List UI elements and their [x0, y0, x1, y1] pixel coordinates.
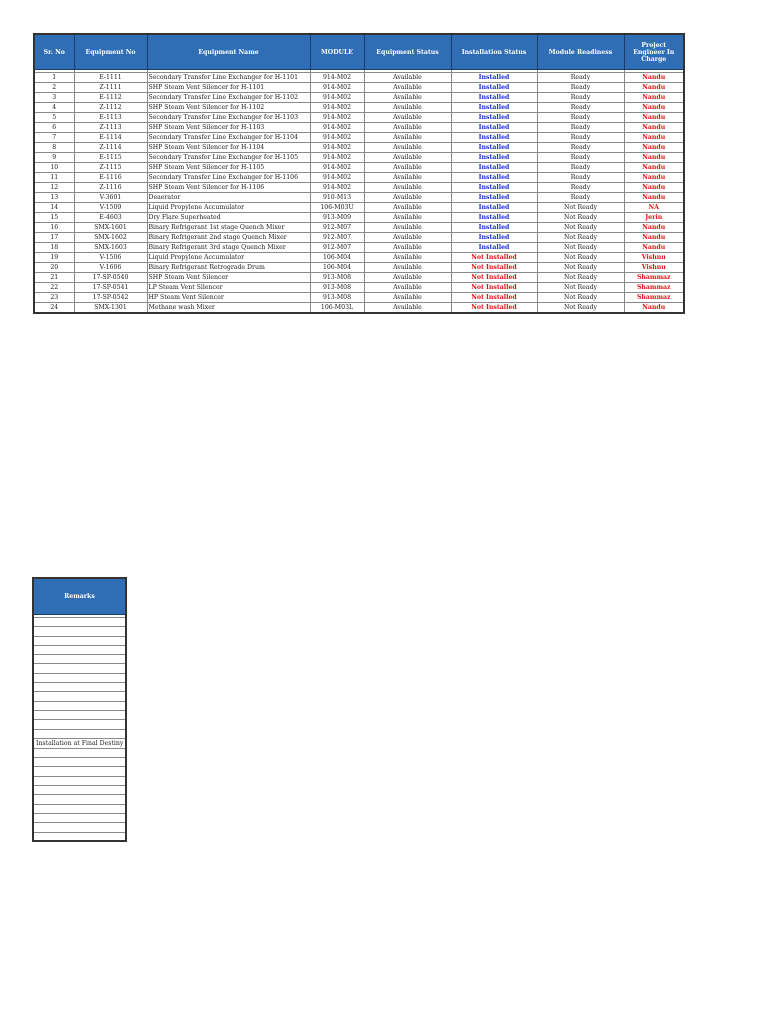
cell-project-engineer[interactable]: Nandu	[624, 243, 684, 253]
cell-module-readiness[interactable]: Not Ready	[537, 203, 624, 213]
cell-project-engineer[interactable]: Nandu	[624, 83, 684, 93]
remarks-row[interactable]	[33, 813, 126, 822]
cell-module-readiness[interactable]: Not Ready	[537, 223, 624, 233]
cell-module[interactable]: 914-M02	[310, 173, 364, 183]
cell-installation-status[interactable]: Installed	[451, 183, 537, 193]
cell-module[interactable]: 914-M02	[310, 83, 364, 93]
cell-equipment-name[interactable]: SHP Steam Vent Silencer for H-1105	[147, 163, 310, 173]
cell-installation-status[interactable]: Installed	[451, 153, 537, 163]
table-row[interactable]	[34, 133, 684, 143]
remarks-cell[interactable]	[33, 748, 126, 757]
table-row[interactable]	[34, 183, 684, 193]
header-installation-status[interactable]: Installation Status	[451, 34, 537, 70]
cell-module[interactable]: 914-M02	[310, 73, 364, 83]
table-row[interactable]	[34, 153, 684, 163]
cell-sr-no[interactable]: 7	[34, 133, 74, 143]
remarks-row[interactable]	[33, 683, 126, 692]
cell-equipment-name[interactable]: Binary Refrigerant 3rd stage Quench Mixer	[147, 243, 310, 253]
cell-equipment-no[interactable]: SMX-1603	[74, 243, 147, 253]
cell-equipment-no[interactable]: Z-1114	[74, 143, 147, 153]
cell-installation-status[interactable]: Not Installed	[451, 273, 537, 283]
cell-equipment-no[interactable]: SMX-1601	[74, 223, 147, 233]
cell-module-readiness[interactable]: Ready	[537, 163, 624, 173]
cell-equipment-name[interactable]: Methane wash Mixer	[147, 303, 310, 314]
remarks-cell[interactable]	[33, 710, 126, 719]
cell-module-readiness[interactable]: Ready	[537, 73, 624, 83]
table-row[interactable]	[34, 83, 684, 93]
cell-equipment-status[interactable]: Available	[364, 273, 451, 283]
cell-module-readiness[interactable]: Ready	[537, 113, 624, 123]
remarks-cell[interactable]	[33, 758, 126, 767]
remarks-row[interactable]	[33, 729, 126, 738]
cell-installation-status[interactable]: Installed	[451, 73, 537, 83]
cell-equipment-name[interactable]: Deaerator	[147, 193, 310, 203]
cell-installation-status[interactable]: Installed	[451, 173, 537, 183]
remarks-row[interactable]	[33, 786, 126, 795]
remarks-row[interactable]	[33, 664, 126, 673]
table-row[interactable]	[34, 223, 684, 233]
equipment-status-table	[33, 33, 685, 314]
cell-sr-no[interactable]: 24	[34, 303, 74, 314]
cell-equipment-name[interactable]: Liquid Propylene Accumulator	[147, 253, 310, 263]
cell-equipment-no[interactable]: E-1112	[74, 93, 147, 103]
cell-module[interactable]: 913-M08	[310, 293, 364, 303]
cell-project-engineer[interactable]: Vishnu	[624, 263, 684, 273]
header-equipment-status[interactable]: Equipment Status	[364, 34, 451, 70]
cell-equipment-no[interactable]: E-1111	[74, 73, 147, 83]
remarks-cell[interactable]	[33, 786, 126, 795]
cell-module-readiness[interactable]: Ready	[537, 173, 624, 183]
cell-project-engineer[interactable]: Nandu	[624, 73, 684, 83]
remarks-row[interactable]	[33, 645, 126, 654]
remarks-row[interactable]	[33, 627, 126, 636]
header-module-readiness[interactable]: Module Readiness	[537, 34, 624, 70]
cell-equipment-status[interactable]: Available	[364, 83, 451, 93]
cell-equipment-name[interactable]: Liquid Propylene Accumulator	[147, 203, 310, 213]
table-row[interactable]	[34, 163, 684, 173]
cell-project-engineer[interactable]: Nandu	[624, 193, 684, 203]
cell-module-readiness[interactable]: Ready	[537, 93, 624, 103]
cell-project-engineer[interactable]: Nandu	[624, 183, 684, 193]
cell-sr-no[interactable]: 2	[34, 83, 74, 93]
cell-module-readiness[interactable]: Ready	[537, 133, 624, 143]
cell-equipment-name[interactable]: Binary Refrigerant 2nd stage Quench Mixer	[147, 233, 310, 243]
cell-project-engineer[interactable]: Nandu	[624, 303, 684, 314]
cell-equipment-status[interactable]: Available	[364, 123, 451, 133]
cell-sr-no[interactable]: 1	[34, 73, 74, 83]
remarks-row[interactable]	[33, 767, 126, 776]
remarks-cell[interactable]	[33, 645, 126, 654]
remarks-cell[interactable]	[33, 683, 126, 692]
cell-project-engineer[interactable]: Nandu	[624, 93, 684, 103]
cell-sr-no[interactable]: 15	[34, 213, 74, 223]
cell-module-readiness[interactable]: Ready	[537, 193, 624, 203]
cell-installation-status[interactable]: Installed	[451, 193, 537, 203]
cell-project-engineer[interactable]: Nandu	[624, 123, 684, 133]
cell-equipment-no[interactable]: 17-SP-0540	[74, 273, 147, 283]
cell-module-readiness[interactable]: Not Ready	[537, 263, 624, 273]
table-row[interactable]	[34, 193, 684, 203]
cell-equipment-no[interactable]: V-1506	[74, 253, 147, 263]
cell-equipment-status[interactable]: Available	[364, 243, 451, 253]
table-body	[34, 70, 684, 314]
remarks-cell[interactable]	[33, 655, 126, 664]
remarks-cell[interactable]	[33, 767, 126, 776]
cell-module-readiness[interactable]: Not Ready	[537, 213, 624, 223]
cell-equipment-no[interactable]: Z-1111	[74, 83, 147, 93]
cell-module-readiness[interactable]: Ready	[537, 123, 624, 133]
header-equipment-name[interactable]: Equipment Name	[147, 34, 310, 70]
cell-sr-no[interactable]: 18	[34, 243, 74, 253]
cell-sr-no[interactable]: 22	[34, 283, 74, 293]
remarks-row[interactable]	[33, 738, 126, 748]
remarks-cell[interactable]	[33, 692, 126, 701]
remarks-row[interactable]	[33, 720, 126, 729]
cell-module-readiness[interactable]: Not Ready	[537, 283, 624, 293]
cell-equipment-status[interactable]: Available	[364, 133, 451, 143]
cell-sr-no[interactable]: 3	[34, 93, 74, 103]
cell-installation-status[interactable]: Installed	[451, 113, 537, 123]
remarks-row[interactable]	[33, 618, 126, 627]
cell-project-engineer[interactable]: Nandu	[624, 143, 684, 153]
cell-module[interactable]: 106-M03L	[310, 303, 364, 314]
cell-installation-status[interactable]: Installed	[451, 123, 537, 133]
cell-equipment-status[interactable]: Available	[364, 153, 451, 163]
cell-module[interactable]: 914-M02	[310, 153, 364, 163]
table-row[interactable]	[34, 253, 684, 263]
remarks-row[interactable]	[33, 832, 126, 841]
header-project-engineer[interactable]: Project Engineer In Charge	[624, 34, 684, 70]
cell-equipment-no[interactable]: E-4603	[74, 213, 147, 223]
remarks-row[interactable]	[33, 795, 126, 804]
cell-module[interactable]: 106-M03U	[310, 203, 364, 213]
cell-project-engineer[interactable]: Nandu	[624, 153, 684, 163]
cell-module[interactable]: 912-M07	[310, 223, 364, 233]
cell-equipment-no[interactable]: SMX-1602	[74, 233, 147, 243]
cell-module-readiness[interactable]: Not Ready	[537, 253, 624, 263]
remarks-cell[interactable]: Installation at Final Destiny	[33, 738, 126, 748]
cell-module[interactable]: 914-M02	[310, 163, 364, 173]
cell-equipment-no[interactable]: Z-1113	[74, 123, 147, 133]
table-row[interactable]	[34, 73, 684, 83]
cell-module[interactable]: 106-M04	[310, 253, 364, 263]
cell-equipment-status[interactable]: Available	[364, 163, 451, 173]
cell-equipment-status[interactable]: Available	[364, 113, 451, 123]
cell-sr-no[interactable]: 4	[34, 103, 74, 113]
cell-module-readiness[interactable]: Not Ready	[537, 233, 624, 243]
cell-equipment-status[interactable]: Available	[364, 233, 451, 243]
cell-equipment-status[interactable]: Available	[364, 293, 451, 303]
cell-equipment-status[interactable]: Available	[364, 203, 451, 213]
cell-sr-no[interactable]: 11	[34, 173, 74, 183]
cell-equipment-status[interactable]: Available	[364, 143, 451, 153]
cell-equipment-name[interactable]: SHP Steam Vent Silencer	[147, 273, 310, 283]
cell-equipment-status[interactable]: Available	[364, 103, 451, 113]
cell-equipment-status[interactable]: Available	[364, 283, 451, 293]
cell-project-engineer[interactable]: Jerin	[624, 213, 684, 223]
cell-module[interactable]: 914-M02	[310, 123, 364, 133]
table-row[interactable]	[34, 113, 684, 123]
header-sr-no[interactable]: Sr. No	[34, 34, 74, 70]
table-row[interactable]	[34, 243, 684, 253]
cell-module-readiness[interactable]: Ready	[537, 143, 624, 153]
table-row[interactable]	[34, 303, 684, 314]
cell-equipment-name[interactable]: LP Steam Vent Silencer	[147, 283, 310, 293]
cell-module[interactable]: 914-M02	[310, 103, 364, 113]
cell-sr-no[interactable]: 5	[34, 113, 74, 123]
cell-equipment-name[interactable]: Secondary Transfer Line Exchanger for H-1105	[147, 153, 310, 163]
cell-module[interactable]: 912-M07	[310, 243, 364, 253]
remarks-row[interactable]	[33, 692, 126, 701]
table-row[interactable]	[34, 273, 684, 283]
remarks-cell[interactable]	[33, 673, 126, 682]
table-row[interactable]	[34, 213, 684, 223]
cell-equipment-status[interactable]: Available	[364, 263, 451, 273]
remarks-row[interactable]	[33, 776, 126, 785]
cell-module[interactable]: 914-M02	[310, 133, 364, 143]
cell-sr-no[interactable]: 14	[34, 203, 74, 213]
cell-sr-no[interactable]: 12	[34, 183, 74, 193]
cell-equipment-status[interactable]: Available	[364, 223, 451, 233]
cell-equipment-name[interactable]: SHP Steam Vent Silencer for H-1103	[147, 123, 310, 133]
cell-equipment-name[interactable]: SHP Steam Vent Silencer for H-1102	[147, 103, 310, 113]
cell-equipment-name[interactable]: Secondary Transfer Line Exchanger for H-1102	[147, 93, 310, 103]
cell-equipment-no[interactable]: E-1114	[74, 133, 147, 143]
cell-equipment-no[interactable]: 17-SP-0542	[74, 293, 147, 303]
cell-sr-no[interactable]: 13	[34, 193, 74, 203]
cell-module-readiness[interactable]: Ready	[537, 83, 624, 93]
remarks-row[interactable]	[33, 758, 126, 767]
cell-sr-no[interactable]: 23	[34, 293, 74, 303]
remarks-cell[interactable]	[33, 664, 126, 673]
cell-equipment-name[interactable]: Binary Refrigerant 1st stage Quench Mixer	[147, 223, 310, 233]
cell-equipment-status[interactable]: Available	[364, 303, 451, 314]
remarks-cell[interactable]	[33, 720, 126, 729]
cell-sr-no[interactable]: 19	[34, 253, 74, 263]
cell-installation-status[interactable]: Not Installed	[451, 293, 537, 303]
cell-installation-status[interactable]: Installed	[451, 83, 537, 93]
cell-equipment-name[interactable]: SHP Steam Vent Silencer for H-1106	[147, 183, 310, 193]
cell-installation-status[interactable]: Installed	[451, 133, 537, 143]
cell-equipment-no[interactable]: E-1115	[74, 153, 147, 163]
cell-installation-status[interactable]: Installed	[451, 203, 537, 213]
remarks-cell[interactable]	[33, 813, 126, 822]
remarks-row[interactable]	[33, 710, 126, 719]
cell-sr-no[interactable]: 8	[34, 143, 74, 153]
remarks-cell[interactable]	[33, 729, 126, 738]
cell-equipment-no[interactable]: Z-1112	[74, 103, 147, 113]
cell-module-readiness[interactable]: Ready	[537, 103, 624, 113]
cell-sr-no[interactable]: 6	[34, 123, 74, 133]
cell-project-engineer[interactable]: Nandu	[624, 173, 684, 183]
cell-equipment-status[interactable]: Available	[364, 73, 451, 83]
cell-equipment-no[interactable]: E-1116	[74, 173, 147, 183]
cell-module-readiness[interactable]: Not Ready	[537, 303, 624, 314]
cell-project-engineer[interactable]: Shammaz	[624, 283, 684, 293]
cell-installation-status[interactable]: Not Installed	[451, 253, 537, 263]
cell-equipment-name[interactable]: Dry Flare Superheated	[147, 213, 310, 223]
cell-equipment-no[interactable]: V-1509	[74, 203, 147, 213]
remarks-cell[interactable]	[33, 627, 126, 636]
cell-sr-no[interactable]: 16	[34, 223, 74, 233]
table-row[interactable]	[34, 103, 684, 113]
table-row[interactable]	[34, 143, 684, 153]
cell-equipment-name[interactable]: Secondary Transfer Line Exchanger for H-1104	[147, 133, 310, 143]
cell-equipment-status[interactable]: Available	[364, 173, 451, 183]
table-row[interactable]	[34, 93, 684, 103]
cell-module[interactable]: 106-M04	[310, 263, 364, 273]
cell-equipment-name[interactable]: SHP Steam Vent Silencer for H-1101	[147, 83, 310, 93]
cell-module-readiness[interactable]: Ready	[537, 183, 624, 193]
cell-equipment-status[interactable]: Available	[364, 183, 451, 193]
remarks-cell[interactable]	[33, 823, 126, 832]
cell-equipment-name[interactable]: Secondary Transfer Line Exchanger for H-1101	[147, 73, 310, 83]
table-row[interactable]	[34, 173, 684, 183]
cell-installation-status[interactable]: Installed	[451, 233, 537, 243]
cell-sr-no[interactable]: 21	[34, 273, 74, 283]
cell-module[interactable]: 914-M02	[310, 113, 364, 123]
cell-equipment-no[interactable]: Z-1116	[74, 183, 147, 193]
cell-equipment-name[interactable]: Secondary Transfer Line Exchanger for H-1106	[147, 173, 310, 183]
header-module[interactable]: MODULE	[310, 34, 364, 70]
remarks-cell[interactable]	[33, 636, 126, 645]
cell-installation-status[interactable]: Installed	[451, 213, 537, 223]
table-header-row	[34, 34, 684, 70]
cell-equipment-name[interactable]: SHP Steam Vent Silencer for H-1104	[147, 143, 310, 153]
cell-project-engineer[interactable]: Vishnu	[624, 253, 684, 263]
table-row[interactable]	[34, 233, 684, 243]
cell-sr-no[interactable]: 17	[34, 233, 74, 243]
cell-equipment-no[interactable]: SMX-1301	[74, 303, 147, 314]
cell-module-readiness[interactable]: Not Ready	[537, 273, 624, 283]
cell-installation-status[interactable]: Not Installed	[451, 263, 537, 273]
cell-equipment-name[interactable]: HP Steam Vent Silencer	[147, 293, 310, 303]
remarks-row[interactable]	[33, 673, 126, 682]
header-equipment-no[interactable]: Equipment No	[74, 34, 147, 70]
cell-module-readiness[interactable]: Not Ready	[537, 293, 624, 303]
remarks-row[interactable]	[33, 748, 126, 757]
cell-project-engineer[interactable]: Nandu	[624, 113, 684, 123]
cell-module[interactable]: 913-M08	[310, 283, 364, 293]
table-row[interactable]	[34, 283, 684, 293]
remarks-table	[32, 577, 127, 842]
remarks-cell[interactable]	[33, 618, 126, 627]
cell-sr-no[interactable]: 20	[34, 263, 74, 273]
cell-equipment-name[interactable]: Binary Refrigerant Retrograde Drum	[147, 263, 310, 273]
remarks-cell[interactable]	[33, 804, 126, 813]
cell-installation-status[interactable]: Not Installed	[451, 303, 537, 314]
cell-module-readiness[interactable]: Ready	[537, 153, 624, 163]
cell-project-engineer[interactable]: Nandu	[624, 133, 684, 143]
cell-module[interactable]: 914-M02	[310, 143, 364, 153]
cell-module[interactable]: 913-M09	[310, 213, 364, 223]
remarks-cell[interactable]	[33, 832, 126, 841]
remarks-cell[interactable]	[33, 776, 126, 785]
cell-project-engineer[interactable]: Shammaz	[624, 273, 684, 283]
cell-module[interactable]: 910-M13	[310, 193, 364, 203]
table-row[interactable]	[34, 293, 684, 303]
remarks-body	[33, 615, 126, 842]
cell-sr-no[interactable]: 10	[34, 163, 74, 173]
remarks-row[interactable]	[33, 823, 126, 832]
table-row[interactable]	[34, 123, 684, 133]
remarks-row[interactable]	[33, 701, 126, 710]
cell-project-engineer[interactable]: Nandu	[624, 163, 684, 173]
cell-equipment-status[interactable]: Available	[364, 93, 451, 103]
remarks-row[interactable]	[33, 804, 126, 813]
cell-equipment-status[interactable]: Available	[364, 213, 451, 223]
cell-installation-status[interactable]: Installed	[451, 163, 537, 173]
remarks-row[interactable]	[33, 655, 126, 664]
cell-sr-no[interactable]: 9	[34, 153, 74, 163]
remarks-cell[interactable]	[33, 701, 126, 710]
cell-module[interactable]: 914-M02	[310, 183, 364, 193]
table-row[interactable]	[34, 263, 684, 273]
cell-equipment-status[interactable]: Available	[364, 193, 451, 203]
cell-installation-status[interactable]: Installed	[451, 93, 537, 103]
remarks-header-row	[33, 578, 126, 615]
cell-equipment-no[interactable]: E-1113	[74, 113, 147, 123]
cell-equipment-no[interactable]: Z-1115	[74, 163, 147, 173]
cell-project-engineer[interactable]: Nandu	[624, 223, 684, 233]
cell-equipment-name[interactable]: Secondary Transfer Line Exchanger for H-1103	[147, 113, 310, 123]
cell-installation-status[interactable]: Installed	[451, 223, 537, 233]
cell-installation-status[interactable]: Installed	[451, 143, 537, 153]
cell-installation-status[interactable]: Not Installed	[451, 283, 537, 293]
cell-project-engineer[interactable]: Nandu	[624, 233, 684, 243]
cell-installation-status[interactable]: Installed	[451, 243, 537, 253]
cell-equipment-no[interactable]: V-1606	[74, 263, 147, 273]
cell-installation-status[interactable]: Installed	[451, 103, 537, 113]
cell-module[interactable]: 913-M08	[310, 273, 364, 283]
cell-module[interactable]: 914-M02	[310, 93, 364, 103]
cell-project-engineer[interactable]: NA	[624, 203, 684, 213]
remarks-cell[interactable]	[33, 795, 126, 804]
cell-equipment-status[interactable]: Available	[364, 253, 451, 263]
cell-module[interactable]: 912-M07	[310, 233, 364, 243]
remarks-row[interactable]	[33, 636, 126, 645]
cell-equipment-no[interactable]: V-3601	[74, 193, 147, 203]
cell-module-readiness[interactable]: Not Ready	[537, 243, 624, 253]
table-row[interactable]	[34, 203, 684, 213]
cell-equipment-no[interactable]: 17-SP-0541	[74, 283, 147, 293]
cell-project-engineer[interactable]: Nandu	[624, 103, 684, 113]
cell-project-engineer[interactable]: Shammaz	[624, 293, 684, 303]
header-remarks[interactable]: Remarks	[33, 578, 126, 615]
